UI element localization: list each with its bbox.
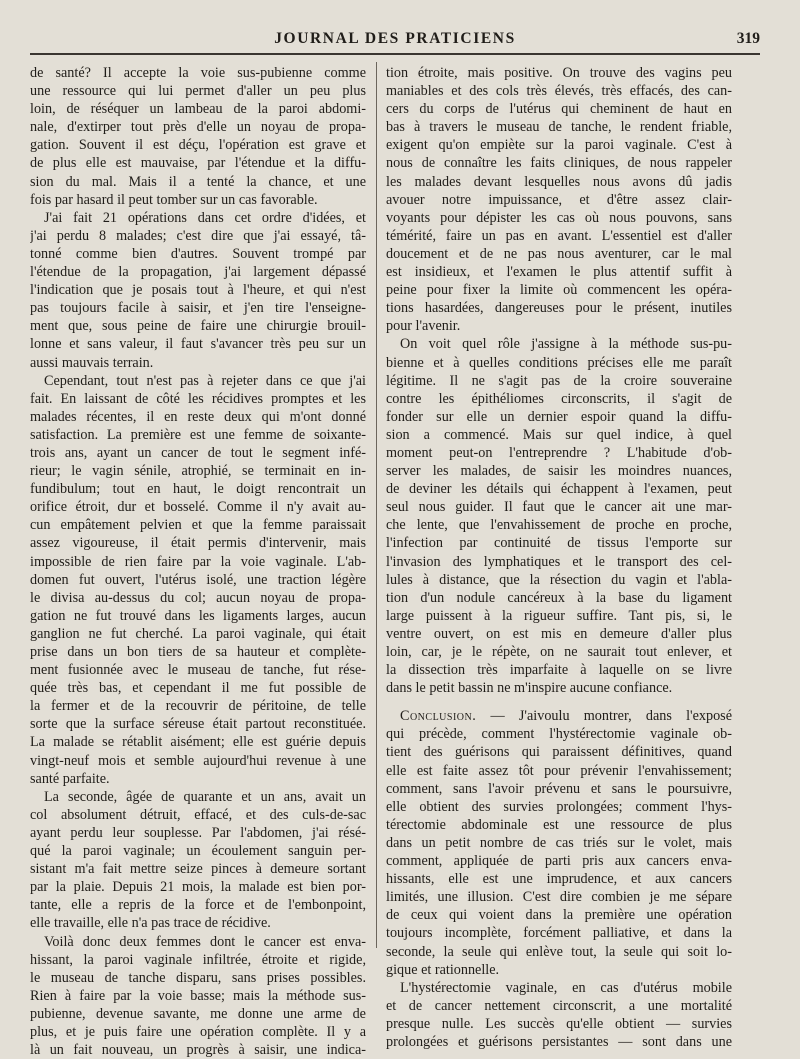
paragraph-gap	[386, 697, 732, 707]
text-line: plus, et je puis faire une opération complète. Il y a	[30, 1023, 366, 1040]
text-line: de deviner les détails qui échappent à l'examen, peut	[386, 481, 732, 498]
text-line: bienne et à quelles conditions précises elle me paraît	[386, 354, 732, 371]
text-line: tante, elle a repris de la force et de l'embonpoint,	[30, 897, 366, 914]
header-rule	[30, 53, 760, 55]
text-line: gation ne fut trouvé dans les ligaments larges, aucun	[30, 607, 366, 624]
text-line: l'infection par continuité de tissus l'emporte sur	[386, 535, 732, 552]
text-line: bas à travers le museau de tanche, le rendent friable,	[386, 119, 732, 136]
text-line: ment fusionnée avec le museau de tanche, fut rése-	[30, 662, 366, 679]
text-line: vingt-neuf mois et semble aujourd'hui revenue à une	[30, 752, 366, 769]
text-line: voyants pour dépister les cas où nous pouvons, sans	[386, 209, 732, 226]
text-line: tonné comme bien d'autres. Souvent trompé par	[30, 245, 366, 262]
text-line: assez vigoureuse, il était permis d'intervenir, mais	[30, 535, 366, 552]
text-line: fundibulum; tout en haut, le doigt rencontrait un	[30, 481, 366, 498]
text-line: les malades devant lesquelles nous avons dû jadis	[386, 173, 732, 190]
text-line: trois ans, ayant un cancer de tout le segment infé-	[30, 444, 366, 461]
text-line: cun empâtement pelvien et que la femme paraissait	[30, 517, 366, 534]
text-line: seconde, la seule qui enlève tout, la seule qui soit lo-	[386, 943, 732, 960]
text-line: de ceux qui voient dans la première une opération	[386, 907, 732, 924]
text-line: seul nous guider. Il faut que le cancer ait une mar-	[386, 499, 732, 516]
text-line: qué la paroi vaginale; un écoulement sanguin per-	[30, 843, 366, 860]
text-line: impossible de rien faire par la voie vaginale. L'ab-	[30, 553, 366, 570]
text-line: tient des guérisons qui paraissent définitives, quand	[386, 744, 732, 761]
text-line	[386, 707, 732, 725]
text-line: maniables et des cols très élevés, très effacés, des can-	[386, 83, 732, 100]
text-line: orifice étroit, dur et bosselé. Comme il n'y avait au-	[30, 499, 366, 516]
text-line: col absolument détruit, effacé, et des culs-de-sac	[30, 806, 366, 823]
text-line: Voilà donc deux femmes dont le cancer est enva-	[44, 933, 366, 950]
text-line: gation. Souvent il est déçu, l'opération est grave et	[30, 137, 366, 154]
text-line: là un fait nouveau, un progrès à saisir, une indica-	[30, 1042, 366, 1059]
text-line: hissant, la paroi vaginale infiltrée, étroite et rigide,	[30, 951, 366, 968]
text-line: toujours incomplète, forcément palliative, et dans la	[386, 925, 732, 942]
text-line: la dissection très imparfaite à laquelle on se livre	[386, 662, 732, 679]
text-line: elle travaille, elle n'a pas trace de récidive.	[30, 915, 271, 932]
text-line: et de cancer nettement circonscrit, a une mortalité	[386, 997, 732, 1014]
text-line: La seconde, âgée de quarante et un ans, avait un	[44, 788, 366, 805]
section-heading: Conclusion.	[400, 708, 477, 725]
text-line: le museau de tanche disparu, sans prises possibles.	[30, 969, 366, 986]
text-line: de plus elle est mauvaise, par l'étendue et la diffu-	[30, 155, 366, 172]
text-line: nous de connaître les faits cliniques, de nous rappeler	[386, 155, 732, 172]
text-line: rieur; le vagin sénile, atrophié, se terminait en in-	[30, 463, 366, 480]
text-line: fait. En laissant de côté les récidives promptes et les	[30, 390, 366, 407]
text-line: nale, d'extirper tout près d'elle un noyau de propa-	[30, 119, 366, 136]
text-line: J'ai fait 21 opérations dans cet ordre d'idées, et	[44, 209, 366, 226]
text-line: elle est faite assez tôt pour prévenir l'envahissement;	[386, 762, 732, 779]
text-line: moment peut-on l'entreprendre ? L'habitude d'ob-	[386, 444, 732, 461]
journal-title: JOURNAL DES PRATICIENS	[274, 30, 516, 47]
text-line: l'étendue de la propagation, j'ai largement dépassé	[30, 264, 366, 281]
text-line: pas toujours facile à saisir, et j'en tire l'enseigne-	[30, 300, 366, 317]
text-line: est insidieux, et l'examen le plus attentif suffit à	[386, 264, 732, 281]
text-line: L'hystérectomie vaginale, en cas d'utérus mobile	[400, 979, 732, 996]
text-line: par la plaie. Depuis 21 mois, la malade est bien por-	[30, 879, 366, 896]
text-line: tions hasardées, dangereuses pour le présent, inutiles	[386, 300, 732, 317]
text-line: sion du mal. Mais il a tenté la chance, et une	[30, 173, 366, 190]
text-line: la fermer et de la recouvrir de péritoine, de telle	[30, 698, 366, 715]
text-line: Rien à faire par la voie basse; mais la méthode sus-	[30, 987, 366, 1004]
text-line: ganglion ne fut cherché. La paroi vaginale, qui était	[30, 625, 366, 642]
text-line: satisfaction. La première est une femme de soixante-	[30, 426, 366, 443]
text-line: dans le petit bassin ne m'inspire aucune confiance.	[386, 680, 673, 697]
text-line: elle obtient des survies prolongées; comment l'hys-	[386, 798, 732, 815]
text-line: le divisa au-dessus du col; aucun noyau de propa-	[30, 589, 366, 606]
text-line: La malade se rétablit aisément; elle est guérie depuis	[30, 734, 366, 751]
text-line: fonder sur elle un dernier espoir quand la diffu-	[386, 408, 732, 425]
text-line: légitime. Il ne s'agit pas de la croire souveraine	[386, 372, 732, 389]
text-line: ventre ouvert, on est mis en demeure d'aller plus	[386, 625, 732, 642]
text-line: lules à distance, que la résection du vagin et l'abla-	[386, 571, 732, 588]
left-column	[30, 64, 366, 1059]
text-line: fois par hasard il peut tomber sur un cas favorable.	[30, 191, 318, 208]
text-line: cers du corps de l'utérus qui cheminent de haut en	[386, 101, 732, 118]
text-line: térectomie abdominale est une ressource de plus	[386, 816, 732, 833]
text-line: large puissent à la rigueur suffire. Tant pis, si, le	[386, 607, 732, 624]
text-line: prolongées et guérisons persistantes — sont dans une	[386, 1033, 732, 1050]
text-line: hissants, elle est une imprudence, et aux cancers	[386, 871, 732, 888]
text-line: l'invasion des lymphatiques et le transport des cel-	[386, 553, 732, 570]
text-line: limités, une illusion. C'est dire combien je me sépare	[386, 889, 732, 906]
text-line: prise dans un bon tiers de sa hauteur et complète-	[30, 644, 366, 660]
text-line: santé parfaite.	[30, 770, 110, 787]
text-line: pour l'avenir.	[386, 318, 461, 335]
text-line: peine pour fixer la limite où commencent les opéra-	[386, 282, 732, 299]
column-divider	[376, 62, 377, 948]
text-line: malades récentes, il en reste deux qui m'ont donné	[30, 408, 366, 425]
text-line: ayant perdu leur souplesse. Par l'abdomen, j'ai résé-	[30, 824, 366, 841]
text-line: comment, appliquée de parti pris aux cancers enva-	[386, 853, 732, 870]
text-line: Cependant, tout n'est pas à rejeter dans ce que j'ai	[44, 372, 366, 389]
text-line: loin, car, je le répète, on ne saurait tout enlever, et	[386, 644, 732, 660]
right-column	[386, 64, 732, 1051]
text-line: ment que, sous peine de faire une chirurgie brouil-	[30, 318, 366, 335]
page-number: 319	[736, 30, 760, 47]
text-line: contre les épithéliomes circonscrits, il s'agit de	[386, 390, 732, 407]
running-head	[30, 28, 760, 50]
text-line: sion a commencé. Mais sur quel indice, à quel	[386, 426, 732, 443]
text-line: che lente, que l'envahissement de proche en proche,	[386, 517, 732, 534]
text-line: quée très bas, et cependant il me fut possible de	[30, 680, 366, 697]
text-line: témérité, faire un pas en avant. L'essentiel est d'aller	[386, 227, 732, 244]
text-line: On voit quel rôle j'assigne à la méthode sus-pu-	[400, 336, 732, 353]
text-line: comment, sans l'avoir prévenu et sans le poursuivre,	[386, 780, 732, 797]
text-line-content: — J'aivoulu montrer, dans l'exposé	[476, 708, 732, 725]
text-line: sistant m'a fait mettre seize pinces à demeure sortant	[30, 861, 366, 878]
text-line: dans un petit nombre de cas triés sur le volet, mais	[386, 834, 732, 851]
text-line: qui précède, comment l'hystérectomie vaginale ob-	[386, 726, 732, 743]
text-line: avouer notre impuissance, et d'être assez clair-	[386, 191, 732, 208]
text-line: lonne et sans valeur, il faut s'avancer très peu sur un	[30, 336, 366, 353]
text-line: j'ai perdu 8 malades; c'est dire que j'ai essayé, tâ-	[30, 227, 366, 244]
text-line: presque nulle. Les succès qu'elle obtient — survies	[386, 1015, 732, 1032]
text-line: doucement et de ne pas nous aventurer, car le mal	[386, 245, 732, 262]
text-line: une ressource qui lui permet d'aller un peu plus	[30, 83, 366, 100]
text-line: server les malades, de saisir les moindres nuances,	[386, 463, 732, 480]
text-line: domen fut ouvert, l'utérus isolé, une traction légère	[30, 571, 366, 588]
text-line: exigent qu'on empiète sur la paroi vaginale. C'est à	[386, 137, 732, 154]
text-line: tion étroite, mais positive. On trouve des vagins peu	[386, 65, 732, 81]
text-line: l'indication que je posais tout à l'heure, et qui n'est	[30, 282, 366, 299]
text-line: de santé? Il accepte la voie sus-pubienne comme	[30, 65, 366, 81]
text-line: sorte que la surface séreuse était partout reconstituée.	[30, 716, 366, 733]
text-line: gique et rationnelle.	[386, 961, 500, 978]
text-line: loin, de réséquer un lambeau de la paroi abdomi-	[30, 101, 366, 118]
text-line: tion d'un nodule cancéreux à la base du ligament	[386, 589, 732, 606]
text-line: aussi mauvais terrain.	[30, 354, 154, 371]
text-line: pubienne, devenue savante, me donne une arme de	[30, 1005, 366, 1022]
